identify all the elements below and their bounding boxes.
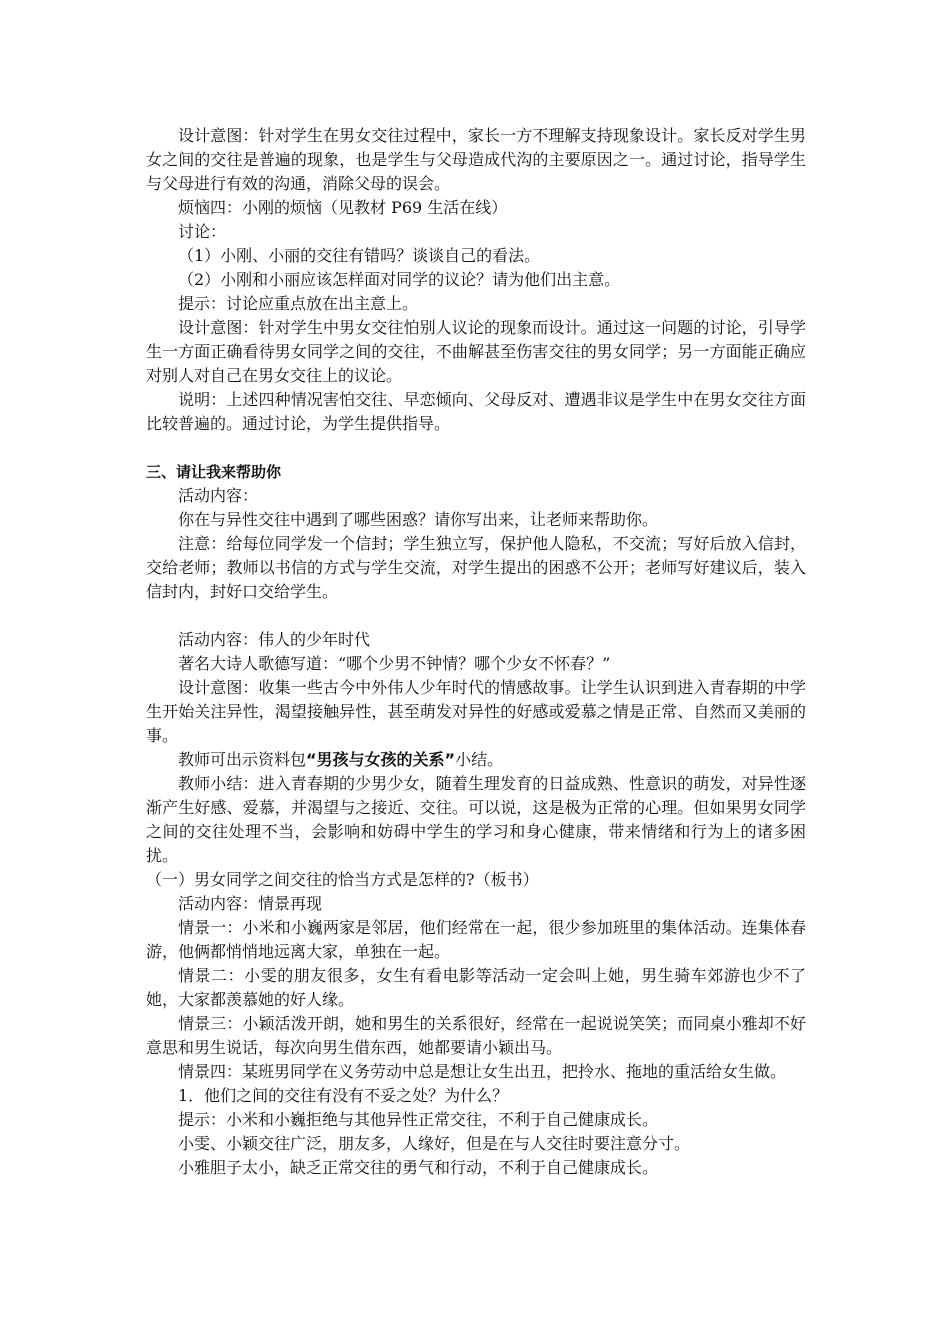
discussion-label: 讨论： (178, 222, 227, 241)
design-intent-paragraph-1: 设计意图：针对学生在男女交往过程中，家长一方不理解支持现象设计。家长反对学生男女之间的交往是普遍的现象，也是学生与父母造成代沟的主要原因之一。通过讨论，指导学生与父母进行有效的沟通，消除父母的误会。 (146, 126, 806, 193)
resource-pack-paragraph (146, 748, 806, 772)
resource-pack-pre: 教师可出示资料包 (178, 750, 307, 769)
note-paragraph: 注意：给每位同学发一个信封；学生独立写，保护他人隐私，不交流；写好后放入信封，交给老师；教师以书信的方式与学生交流，对学生提出的困惑不公开；老师写好建议后，装入信封内，封好口交给学生。 (146, 534, 806, 601)
teacher-summary: 教师小结：进入青春期的少男少女，随着生理发育的日益成熟、性意识的萌发，对异性逐渐产生好感、爱慕，并渴望与之接近、交往。可以说，这是极为正常的心理。但如果男女同学之间的交往处理不当，会影响和妨碍中学生的学习和身心健康，带来情绪和行为上的诸多困扰。 (146, 774, 806, 865)
hint-paragraph-3: 小雯、小颖交往广泛，朋友多，人缘好，但是在与人交往时要注意分寸。 (178, 1134, 691, 1153)
hint-paragraph-1: 提示：讨论应重点放在出主意上。 (178, 294, 419, 313)
explanation-paragraph: 说明：上述四种情况害怕交往、早恋倾向、父母反对、遭遇非议是学生中在男女交往方面比较普遍的。通过讨论，为学生提供指导。 (146, 390, 806, 433)
worry-four-title: 烦恼四：小刚的烦恼（见教材 P69 生活在线） (178, 198, 508, 217)
hint-paragraph-2: 提示：小米和小巍拒绝与其他异性正常交往，不利于自己健康成长。 (178, 1110, 659, 1129)
scenario-three: 情景三：小颖活泼开朗，她和男生的关系很好，经常在一起说说笑笑；而同桌小雅却不好意思和男生说话，每次向男生借东西，她都要请小颖出马。 (146, 1014, 806, 1057)
discussion-question-1: （1）小刚、小丽的交往有错吗？谈谈自己的看法。 (178, 246, 541, 265)
goethe-quote: 著名大诗人歌德写道：“哪个少男不钟情？哪个少女不怀春？” (178, 654, 611, 673)
document-body (146, 124, 806, 1180)
resource-pack-title: “男孩与女孩的关系” (306, 750, 456, 769)
subsection-one-heading: （一）男女同学之间交往的恰当方式是怎样的?（板书） (146, 870, 539, 889)
discussion-question-2: （2）小刚和小丽应该怎样面对同学的议论？请为他们出主意。 (178, 270, 621, 289)
activity-question: 你在与异性交往中遇到了哪些困惑？请你写出来，让老师来帮助你。 (178, 510, 659, 529)
scenario-two: 情景二：小雯的朋友很多，女生有看电影等活动一定会叫上她，男生骑车郊游也少不了她，大家都羡慕她的好人缘。 (146, 966, 806, 1009)
design-intent-paragraph-3: 设计意图：收集一些古今中外伟人少年时代的情感故事。让学生认识到进入青春期的中学生开始关注异性，渴望接触异性，甚至萌发对异性的好感或爱慕之情是正常、自然而又美丽的事。 (146, 678, 806, 745)
question-one: 1．他们之间的交往有没有不妥之处？为什么？ (178, 1086, 509, 1105)
activity-content-label: 活动内容： (178, 486, 259, 505)
design-intent-paragraph-2: 设计意图：针对学生中男女交往怕别人议论的现象而设计。通过这一问题的讨论，引导学生一方面正确看待男女同学之间的交往，不曲解甚至伤害交往的男女同学；另一方面能正确应对别人对自己在男女交往上的议论。 (146, 318, 806, 385)
scenario-one: 情景一：小米和小巍两家是邻居，他们经常在一起，很少参加班里的集体活动。连集体春游，他俩都悄悄地远离大家，单独在一起。 (146, 918, 806, 961)
section-three-heading: 三、请让我来帮助你 (146, 463, 282, 481)
hint-paragraph-4: 小雅胆子太小，缺乏正常交往的勇气和行动，不利于自己健康成长。 (178, 1158, 659, 1177)
activity-great-people: 活动内容：伟人的少年时代 (178, 630, 371, 649)
resource-pack-post: 小结。 (455, 750, 504, 769)
activity-scenario-label: 活动内容：情景再现 (178, 894, 323, 913)
scenario-four: 情景四：某班男同学在义务劳动中总是想让女生出丑，把拎水、拖地的重活给女生做。 (178, 1062, 787, 1081)
